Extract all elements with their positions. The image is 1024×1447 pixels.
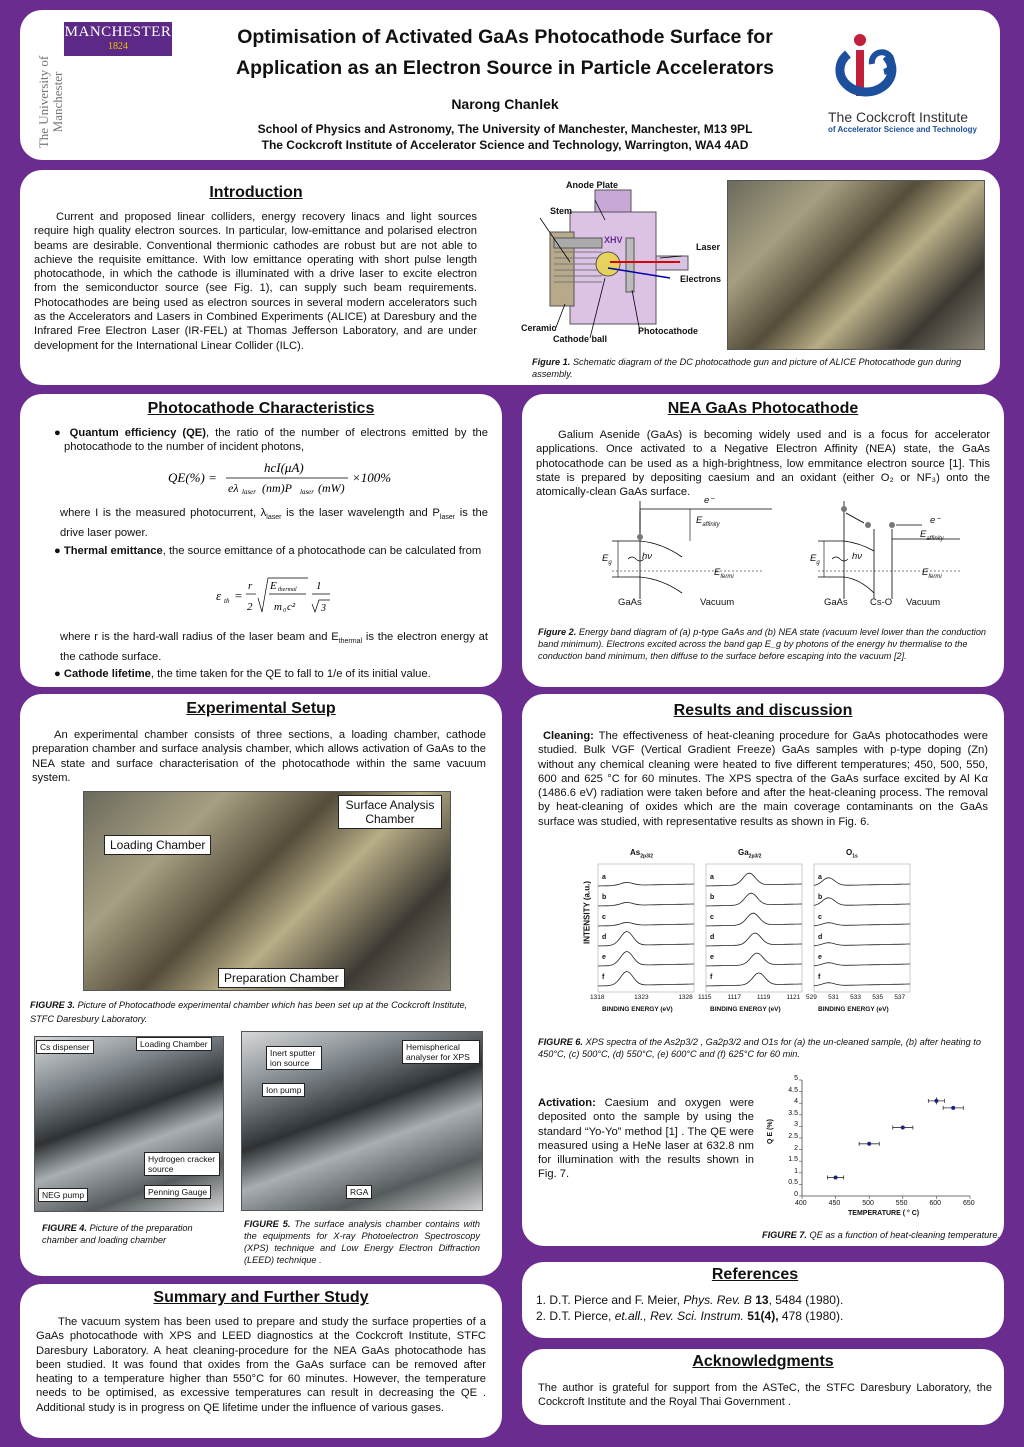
xps-tick-label: 1328 <box>678 994 693 1001</box>
xps-curve-label: f <box>818 974 821 981</box>
reference-item: 2. D.T. Pierce, et.all., Rev. Sci. Instrum. 51(4), 478 (1980). <box>536 1309 844 1323</box>
fig3-caption: FIGURE 3. Picture of Photocathode experimental chamber which has been set up at the Cockcroft Institute, STFC Daresbury Laboratory. <box>30 1000 468 1024</box>
xps-curve-label: a <box>818 874 822 881</box>
qe-y-tick-label: 4 <box>794 1098 798 1106</box>
qe-x-tick-label: 650 <box>963 1200 975 1207</box>
xps-text-layer <box>590 848 944 1028</box>
xps-ylabel: INTENSITY (a.u.) <box>582 881 592 944</box>
characteristics-title: Photocathode Characteristics <box>147 400 375 417</box>
penning-gauge-label: Penning Gauge <box>144 1185 211 1199</box>
fig2-caption: Figure 2. Energy band diagram of (a) p-type GaAs and (b) NEA state (vacuum level lower than the conduction band minimum). Electrons excited across the band gap E_g by photons of the energy hν thermalise to the conduction band minimum, then diffuse to the surface before escaping into the vacuum [2]. <box>538 627 987 661</box>
xps-curve-label: f <box>602 974 605 981</box>
svg-text:r: r <box>248 580 253 592</box>
qe-x-tick-label: 550 <box>895 1200 908 1207</box>
xps-panel-title: $As_{2p3/2}$ <box>630 848 654 860</box>
qe-x-tick-label: 400 <box>795 1200 807 1207</box>
band-a-efermi-label: $E_{fermi}$ <box>714 567 734 580</box>
band-b-eaffinity-label: $E_{affinity}$ <box>920 529 944 542</box>
setup-text: An experimental chamber consists of three sections, a loading chamber, cathode preparation chamber and surface analysis chamber, which allows activation of GaAs to the NEA state and surface characterisation of the photocathode within the same vacuum system. <box>32 729 486 784</box>
band-diagram-b <box>810 499 985 619</box>
nea-text: Galium Asenide (GaAs) is becoming widely used and is a focus for accelerator applications. Once activated to a Negative Electron Affinity (NEA) state, the GaAs photocathode can be used as a high-brightness, low emmitance electron source [1]. This state is prepared by depositing caesium and an oxidant (either O₂ or NF₃) onto the atomically-clean GaAs surface. <box>536 429 990 499</box>
poster-title: Optimisation of Activated GaAs Photocathode Surface for Application as an Electron Source in Particle Accelerators <box>236 26 774 79</box>
cockcroft-logo: The Cockcroft Institute of Accelerator Science and Technology <box>828 24 988 124</box>
university-side-text: The University of Manchester <box>36 55 65 149</box>
svg-text:laser: laser <box>300 488 314 496</box>
emittance-equation <box>216 574 366 618</box>
qe-y-tick-label: 2 <box>794 1144 798 1152</box>
acknowledgments-title: Acknowledgments <box>692 1353 834 1370</box>
preparation-chamber-label: Preparation Chamber <box>218 968 345 988</box>
loading-chamber-small-label: Loading Chamber <box>136 1037 212 1051</box>
svg-text:thermal: thermal <box>278 587 297 593</box>
band-a-gaas-label: GaAs <box>618 597 642 608</box>
reference-item: 1. D.T. Pierce and F. Meier, Phys. Rev. B 13, 5484 (1980). <box>536 1293 844 1307</box>
cathode-lifetime-bullet: ● Cathode lifetime, the time taken for the QE to fall to 1/e of its initial value. <box>54 668 431 680</box>
references-title: References <box>711 1266 799 1283</box>
xps-curve-label: b <box>710 894 715 901</box>
fig6-caption: FIGURE 6. XPS spectra of the As2p3/2 , Ga2p3/2 and O1s for (a) the un-cleaned sample, (b) after heating to 450°C, (c) 500°C, (d) 550°C, (e) 600°C and (f) 625°C for 60 min. <box>538 1037 981 1059</box>
qe-x-axis-label: TEMPERATURE ( ° C) <box>848 1210 920 1217</box>
svg-text:ε: ε <box>216 588 222 603</box>
svg-text:(nm)P: (nm)P <box>262 481 292 495</box>
hydrogen-cracker-label: Hydrogen cracker source <box>144 1152 220 1176</box>
qe-y-tick-label: 1 <box>794 1167 798 1175</box>
xps-tick-label: 1119 <box>756 994 771 1001</box>
xps-curve-label: e <box>602 954 606 961</box>
nea-title: NEA GaAs Photocathode <box>667 400 859 417</box>
manchester-logo: MANCHESTER 1824 <box>64 22 172 56</box>
summary-title: Summary and Further Study <box>153 1289 369 1306</box>
svg-text:QE(%) =: QE(%) = <box>168 470 217 485</box>
xps-tick-label: 531 <box>828 994 839 1001</box>
svg-text:m: m <box>274 601 282 613</box>
photocathode-label: Photocathode <box>638 326 698 336</box>
rga-label: RGA <box>346 1185 372 1199</box>
activation-text: Activation: Caesium and oxygen were deposited onto the sample by using the standard “Yo-Yo” method [1] . The QE were measured using a HeNe laser at 632.8 nm for illumination with the results shown in Fig. 7. <box>538 1097 754 1181</box>
xps-tick-label: 529 <box>806 994 817 1001</box>
summary-panel <box>20 1284 502 1438</box>
qe-x-tick-label: 600 <box>929 1200 942 1207</box>
hemispherical-analyser-label: Hemispherical analyser for XPS <box>402 1040 480 1064</box>
nea-panel <box>522 394 1004 687</box>
svg-text:th: th <box>224 597 230 605</box>
results-panel <box>522 694 1004 1246</box>
svg-text:E: E <box>270 580 277 592</box>
xps-tick-label: 1318 <box>590 994 605 1001</box>
svg-text:laser: laser <box>242 488 256 496</box>
cathode-ball-label: Cathode ball <box>553 334 608 344</box>
xps-curve-label: f <box>710 974 713 981</box>
xps-figure <box>582 848 944 1028</box>
author: Narong Chanlek <box>451 96 559 112</box>
xps-curve-label: d <box>818 934 823 941</box>
qe-y-tick-label: 2.5 <box>788 1133 798 1140</box>
band-b-eg-label: $E_g$ <box>810 553 820 566</box>
band-b-cso-label: Cs-O <box>870 597 893 608</box>
acknowledgments-text: The author is grateful for support from the ASTeC, the STFC Daresbury Laboratory, the Cockcroft Institute and the Royal Thai Government . <box>538 1382 992 1409</box>
band-a-vacuum-label: Vacuum <box>700 597 735 608</box>
references-panel <box>522 1262 1004 1338</box>
introduction-panel <box>20 170 1000 385</box>
band-b-efermi-label: $E_{fermi}$ <box>922 567 942 580</box>
qe-y-tick-label: 4.5 <box>788 1086 798 1094</box>
svg-text:=: = <box>234 588 243 603</box>
qe-y-tick-label: 5 <box>794 1075 798 1082</box>
xps-tick-label: 1117 <box>727 994 741 1001</box>
header-panel <box>20 10 1000 160</box>
surface-analysis-label: Surface Analysis Chamber <box>338 795 442 829</box>
thermal-emittance-bullet: ● Thermal emittance, the source emittance of a photocathode can be calculated from <box>54 545 482 557</box>
results-title: Results and discussion <box>673 702 853 719</box>
qe-y-tick-label: 3 <box>794 1121 798 1129</box>
qe-x-tick-label: 450 <box>828 1200 841 1207</box>
cleaning-text: Cleaning: The effectiveness of heat-cleaning procedure for GaAs photocathodes were studied. Bulk VGF (Vertical Gradient Freeze) GaAs samples with p-type doping (Zn) without any chemical cleaning were heated to five different temperatures; 450, 500, 550, 600 and 625 °C for 60 minutes. The XPS spectra of the GaAs surface excited by Al Kα (1486.6 eV) radiation were taken before and after the heat-cleaning process. The removal by heat-cleaning of oxides which are the main coverage contaminants on the GaAs surface was studied, with representative results as shown in Fig. 6. <box>538 730 988 828</box>
xhv-label: XHV <box>604 235 623 245</box>
te-where-text: where r is the hard-wall radius of the laser beam and $E_{thermal}$ is the electron energy at the cathode surface. <box>60 631 489 663</box>
fig4-caption: FIGURE 4. Picture of the preparation chamber and loading chamber <box>42 1223 193 1245</box>
xps-tick-label: 533 <box>850 994 862 1001</box>
laser-label: Laser <box>696 242 721 252</box>
svg-text:3: 3 <box>321 603 326 614</box>
loading-chamber-label: Loading Chamber <box>104 835 211 855</box>
fig1-caption: Figure 1. Schematic diagram of the DC photocathode gun and picture of ALICE Photocathode gun during assembly. <box>532 357 962 379</box>
neg-pump-label: NEG pump <box>38 1188 88 1202</box>
xps-xlabel: BINDING ENERGY (eV) <box>710 1006 781 1013</box>
xps-tick-label: 1115 <box>698 994 712 1001</box>
xps-curve-label: c <box>602 914 606 921</box>
xps-xlabel: BINDING ENERGY (eV) <box>602 1006 673 1013</box>
xps-tick-label: 1323 <box>634 994 649 1001</box>
qe-formula <box>168 458 408 498</box>
summary-text: The vacuum system has been used to prepare and study the surface properties of a GaAs photocathode with XPS and LEED diagnostics at the Cockcroft Institute, STFC Daresbury Laboratory. A heat cleaning-procedure for the NEA GaAs photocathode has been studied. It was found that oxides from the GaAs surface can be removed after heating to a temperature higher than 550°C for 60 minutes. However, the temperature needs to be optimised, as excessive temperatures can result in decreasing the QE . Additional study is in progress on QE lifetime under the influence of various gases. <box>36 1316 486 1414</box>
xps-curve-label: c <box>710 914 714 921</box>
band-a-e-label: e⁻ <box>704 495 715 506</box>
xps-panel-title: $O_{1s}$ <box>846 848 858 860</box>
inert-sputter-label: Inert sputter ion source <box>266 1046 322 1070</box>
introduction-text: Current and proposed linear colliders, energy recovery linacs and light sources require high quality electron sources. In particular, low-emittance and polarised electron beams are desirable. Conventional thermionic cathodes are robust but are not able to achieve the requisite emittance. With low emittance operating with short pulse length photocathode, in which the cathode is illuminated with a drive laser to excite electron from the semiconductor source (see Fig. 1), can supply such beam requirements. Photocathodes are being used as electron sources in several modern accelerators such as the Accelerators and Lasers in Combined Experiments (ALICE) at Daresbury and the Infrared Free Electron Laser (IR-FEL) at Thomas Jefferson Laboratory, and are under development for the International Linear Collider (ILC). <box>34 211 477 352</box>
qe-y-tick-label: 3.5 <box>788 1109 798 1117</box>
emittance-formula <box>216 574 366 618</box>
svg-text:0: 0 <box>283 608 286 614</box>
fig7-caption: FIGURE 7. QE as a function of heat-cleaning temperature. <box>762 1230 1000 1240</box>
cs-dispenser-label: Cs dispenser <box>36 1040 94 1054</box>
qe-y-tick-label: 0 <box>794 1191 798 1198</box>
band-a-hv-label: hν <box>642 551 653 562</box>
qe-chart <box>766 1072 990 1224</box>
acknowledgments-panel <box>522 1349 1004 1425</box>
svg-text:(mW): (mW) <box>318 481 345 495</box>
qe-y-axis-label: Q E (%) <box>766 1119 774 1144</box>
xps-curve-label: c <box>818 914 822 921</box>
band-b-hv-label: hν <box>852 551 863 562</box>
introduction-title: Introduction <box>209 184 303 201</box>
qe-y-tick-label: 0.5 <box>788 1179 798 1187</box>
qe-bullet: ● Quantum efficiency (QE), the ratio of the number of electrons emitted by the photocathode to the number of incident photons, <box>54 427 488 454</box>
setup-title: Experimental Setup <box>186 700 336 717</box>
xps-xlabel: BINDING ENERGY (eV) <box>818 1006 889 1013</box>
svg-text:2: 2 <box>247 601 253 613</box>
reference-list <box>536 1292 996 1324</box>
xps-curve-label: a <box>710 874 714 881</box>
band-b-e-label: e⁻ <box>930 515 941 526</box>
xps-tick-label: 537 <box>894 994 906 1001</box>
alice-gun-photo <box>727 180 985 350</box>
fig5-caption: FIGURE 5. The surface analysis chamber contains with the equipments for X-ray Photoelectron Spectroscopy (XPS) technique and Low Energy Electron Diffraction (LEED) technique . <box>244 1219 480 1265</box>
qe-equation <box>168 458 408 498</box>
characteristics-panel <box>20 394 502 687</box>
qe-where-text: where I is the measured photocurrent, $\lambda_{laser}$ is the laser wavelength and $P_{laser}$ is the drive laser power. <box>60 507 488 539</box>
cockcroft-emblem-icon <box>828 24 988 104</box>
xps-curve-label: b <box>602 894 607 901</box>
stem-label: Stem <box>550 206 573 216</box>
xps-tick-label: 1121 <box>786 994 801 1001</box>
band-b-vacuum-label: Vacuum <box>906 597 941 608</box>
qe-x-tick-label: 500 <box>862 1200 874 1207</box>
anode-plate-label: Anode Plate <box>566 180 619 190</box>
svg-text:×100%: ×100% <box>352 470 392 485</box>
svg-text:1: 1 <box>316 580 322 592</box>
qe-text-layer <box>766 1072 990 1224</box>
setup-panel <box>20 694 502 1276</box>
xps-panel-title: $Ga_{2p3/2}$ <box>738 848 762 860</box>
band-a-eaffinity-label: $E_{affinity}$ <box>696 515 720 528</box>
affiliations: School of Physics and Astronomy, The University of Manchester, Manchester, M13 9PL The Cockcroft Institute of Accelerator Science and Technology, Warrington, WA4 4AD <box>257 122 753 152</box>
band-diagram-a <box>602 495 777 619</box>
svg-text:eλ: eλ <box>228 481 239 495</box>
electrons-label: Electrons <box>680 274 722 284</box>
xps-curve-label: e <box>818 954 822 961</box>
svg-text:hcI(μA): hcI(μA) <box>264 460 304 475</box>
xps-curve-label: a <box>602 874 606 881</box>
xps-curve-label: d <box>602 934 607 941</box>
qe-y-tick-label: 1.5 <box>788 1156 798 1164</box>
xps-curve-label: d <box>710 934 715 941</box>
svg-text:c²: c² <box>287 601 296 613</box>
ceramic-label: Ceramic <box>521 323 557 333</box>
xps-curve-label: e <box>710 954 714 961</box>
band-a-eg-label: $E_g$ <box>602 553 612 566</box>
band-b-gaas-label: GaAs <box>824 597 848 608</box>
gun-schematic <box>510 180 725 350</box>
xps-curve-label: b <box>818 894 823 901</box>
xps-tick-label: 535 <box>872 994 884 1001</box>
ion-pump-label: Ion pump <box>262 1083 305 1097</box>
